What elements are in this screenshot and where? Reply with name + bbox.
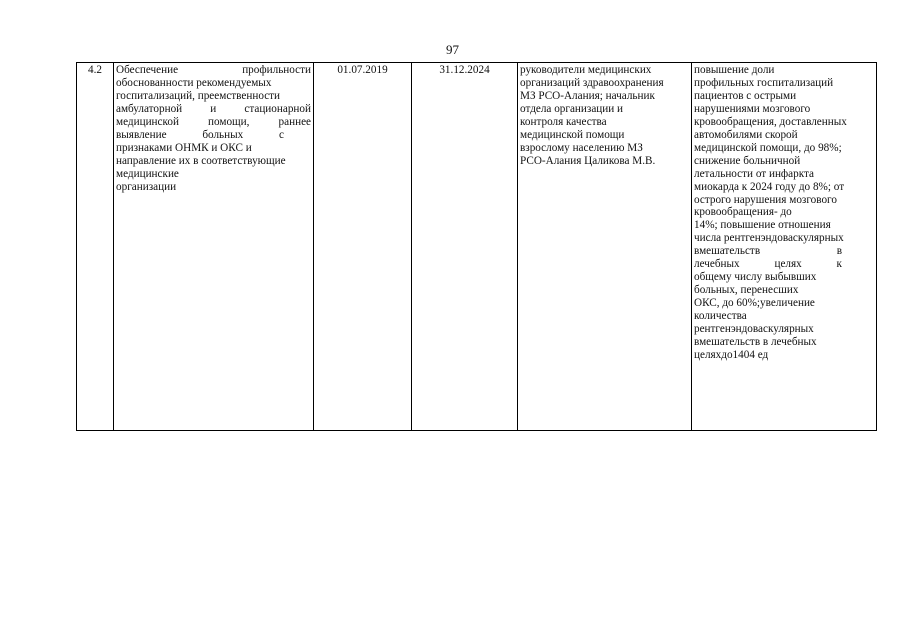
result-line: 14%; повышение отношения	[694, 219, 831, 232]
result-line: целяхдо1404 ед	[694, 348, 769, 361]
responsible-cell	[518, 63, 692, 431]
start-date: 01.07.2019	[337, 64, 388, 76]
result-line: снижение больничной	[694, 154, 801, 167]
result-line: больных, перенесших	[694, 284, 799, 297]
responsible-line: МЗ РСО-Алания; начальник	[520, 89, 655, 102]
responsible-line: взрослому населению МЗ	[520, 141, 643, 154]
description-line: Обеспечение профильности	[116, 64, 311, 76]
result-line: вмешательств в лечебных	[694, 336, 817, 349]
result-line: профильных госпитализаций	[694, 76, 834, 89]
start-date-cell	[314, 63, 412, 431]
responsible-line: РСО-Алания Цаликова М.В.	[520, 154, 656, 167]
result-line: повышение доли	[694, 64, 775, 76]
result-line: количества	[694, 310, 747, 323]
responsible-line: отдела организации и	[520, 102, 624, 115]
result-line: летальности от инфаркта	[694, 167, 815, 180]
end-date-cell	[412, 63, 518, 431]
responsible-line: контроля качества	[520, 115, 607, 128]
result-line: нарушениями мозгового	[694, 102, 811, 115]
description-cell	[114, 63, 314, 431]
result-line: пациентов с острыми	[694, 89, 797, 102]
description-line: выявление больных с	[116, 128, 284, 141]
row-number: 4.2	[88, 64, 102, 76]
result-line: общему числу выбывших	[694, 271, 817, 284]
page-number: 97	[446, 42, 459, 57]
description-line: признаками ОНМК и ОКС и	[116, 141, 252, 154]
description-line: организации	[116, 180, 177, 193]
result-line: рентгенэндоваскулярных	[694, 323, 814, 336]
result-line: лечебных целях к	[694, 258, 842, 271]
row-number-cell	[77, 63, 114, 431]
description-line: направление их в соответствующие	[116, 154, 286, 167]
result-line: острого нарушения мозгового	[694, 193, 837, 206]
result-cell	[692, 63, 877, 431]
result-line: кровообращения- до	[694, 206, 792, 219]
result-line: автомобилями скорой	[694, 128, 798, 141]
result-line: ОКС, до 60%;увеличение	[694, 297, 815, 310]
responsible-line: организаций здравоохранения	[520, 76, 664, 89]
description-line: амбулаторной и стационарной	[116, 102, 311, 115]
description-line: обоснованности рекомендуемых	[116, 76, 272, 89]
end-date: 31.12.2024	[439, 64, 490, 76]
description-line: медицинской помощи, раннее	[116, 115, 311, 128]
description-line: медицинские	[116, 167, 179, 180]
table-row	[77, 63, 877, 431]
result-line: кровообращения, доставленных	[694, 115, 847, 128]
description-line: госпитализаций, преемственности	[116, 89, 281, 102]
plan-table	[76, 62, 877, 431]
result-line: миокарда к 2024 году до 8%; от	[694, 180, 845, 193]
result-line: вмешательств в	[694, 245, 842, 258]
responsible-line: медицинской помощи	[520, 128, 625, 141]
responsible-line: руководители медицинских	[520, 64, 652, 76]
result-line: числа рентгенэндоваскулярных	[694, 232, 844, 245]
result-line: медицинской помощи, до 98%;	[694, 141, 842, 154]
